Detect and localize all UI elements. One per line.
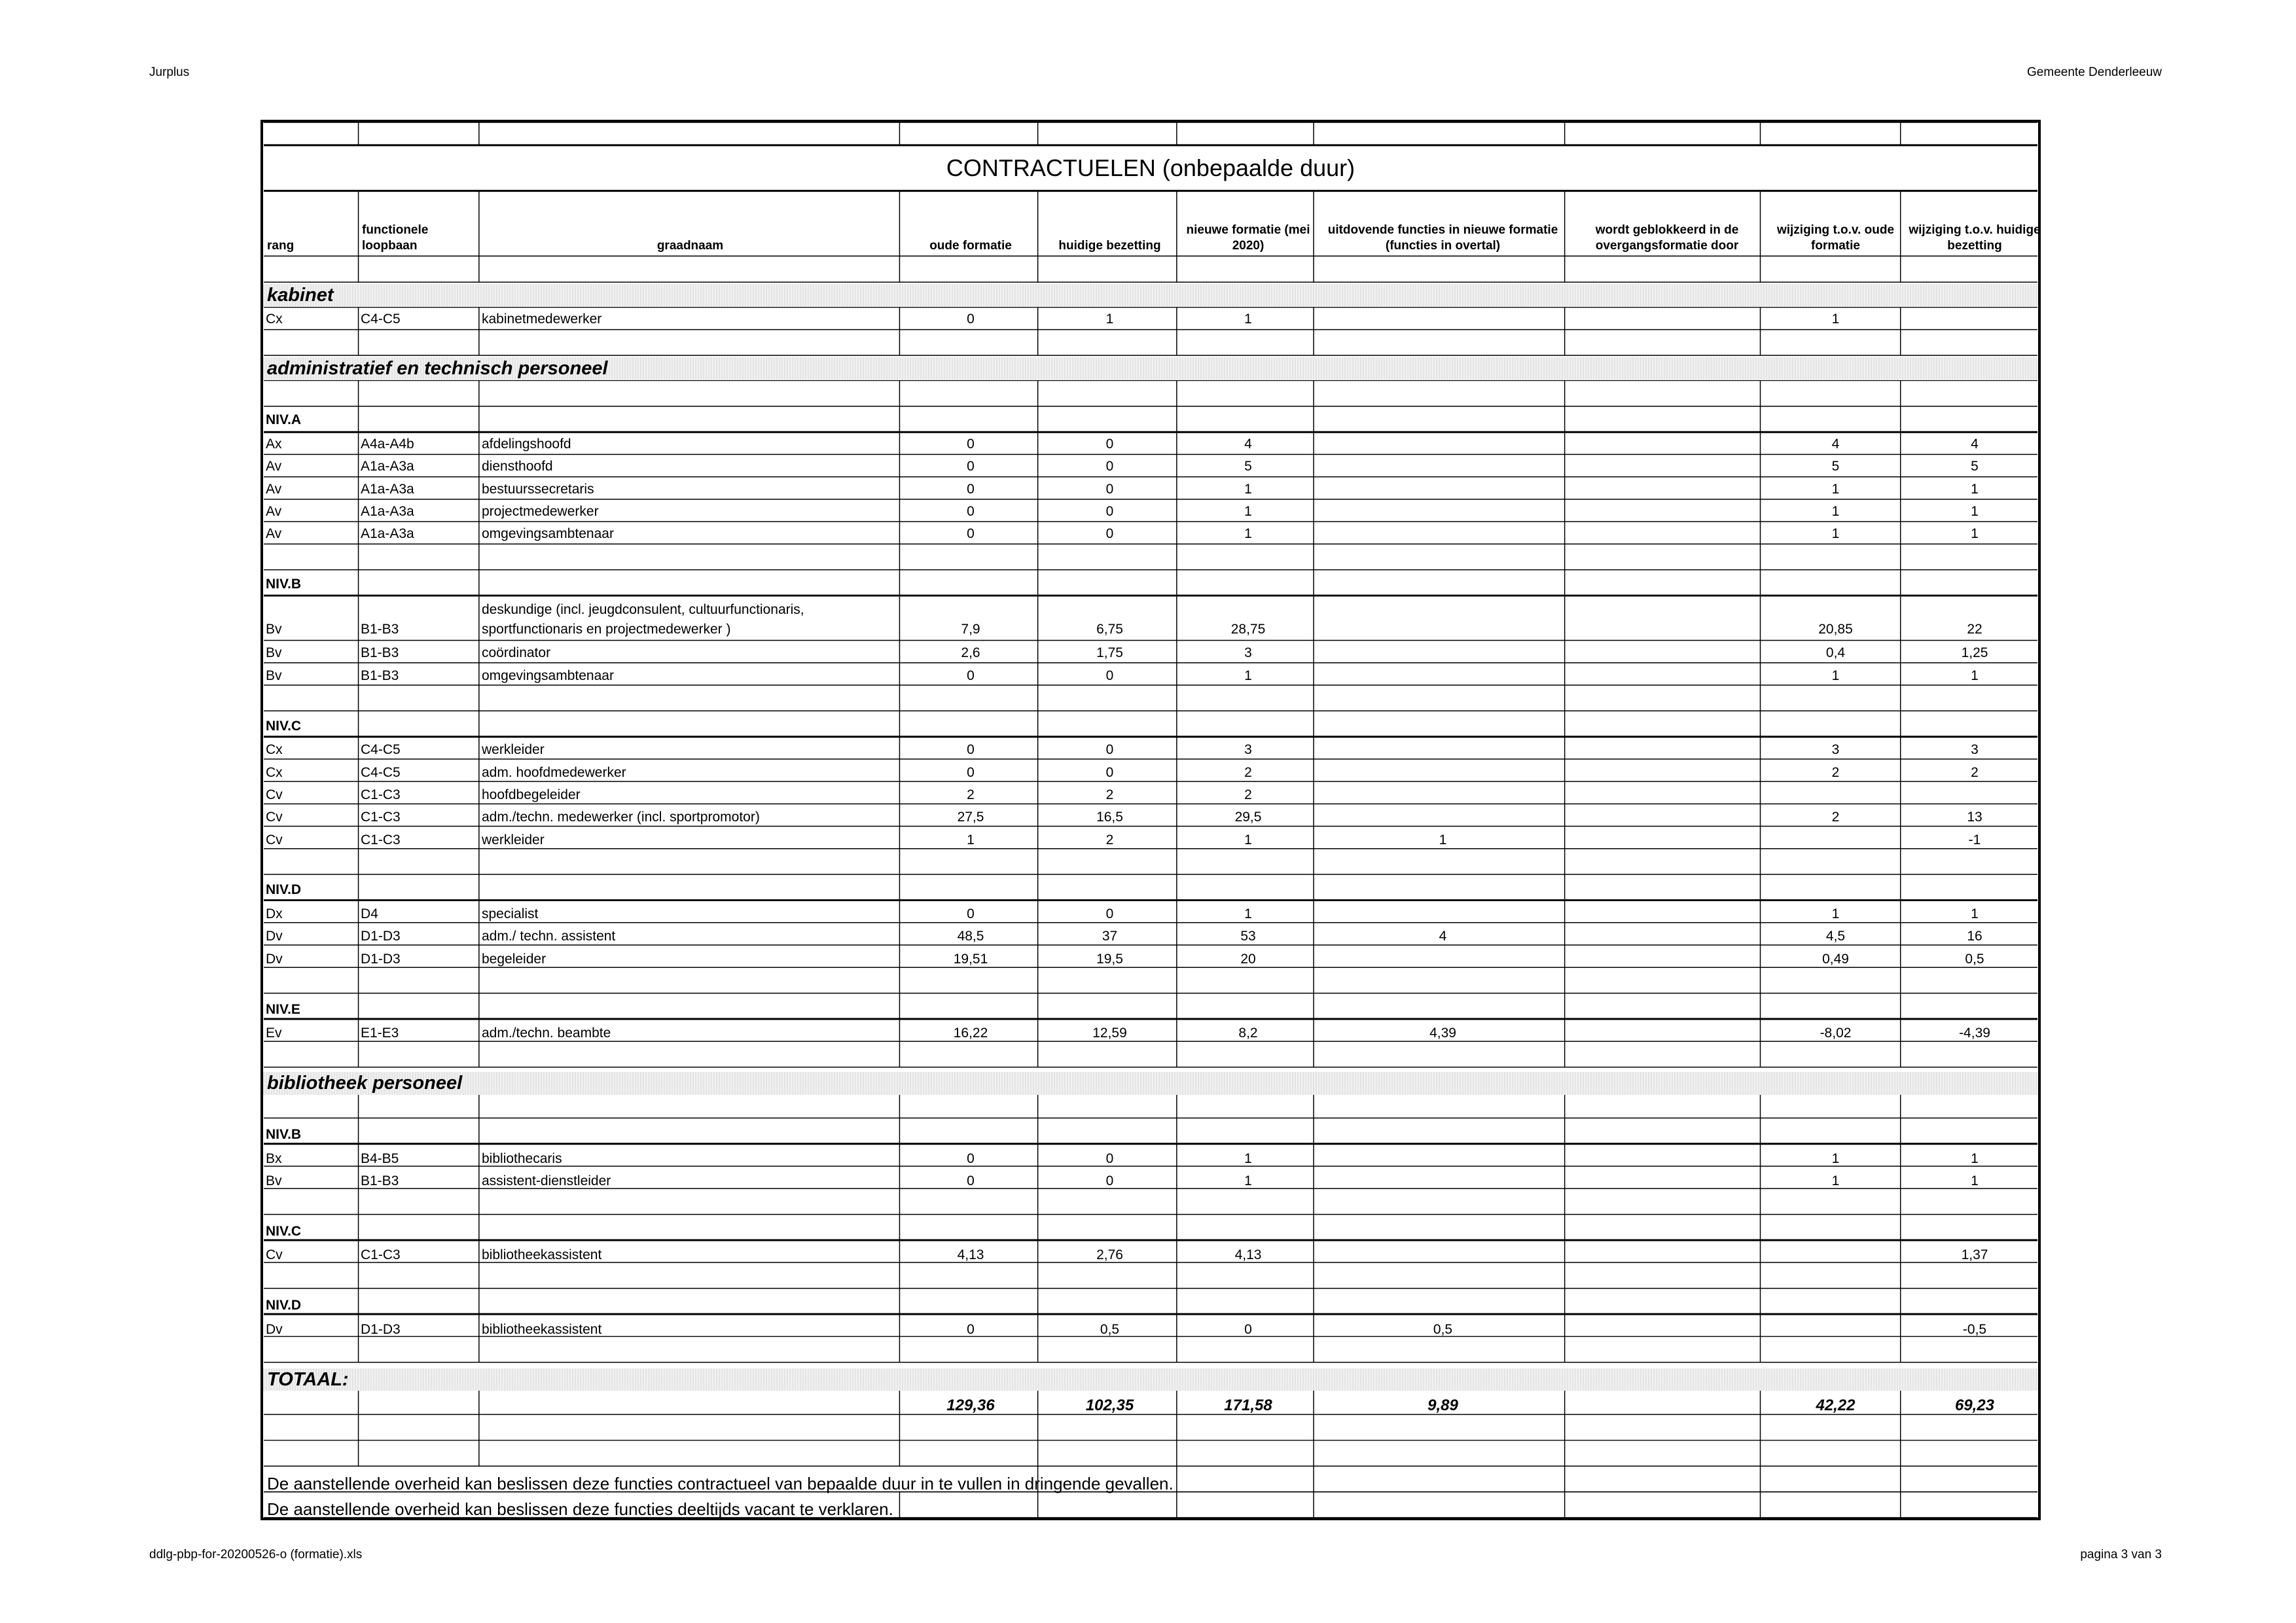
cell-0: Ev xyxy=(266,1026,282,1041)
cell-1: B4-B5 xyxy=(361,1150,399,1166)
cell-3: 0 xyxy=(967,311,975,327)
cell-0: Cx xyxy=(266,311,283,327)
cell-5: 28,75 xyxy=(1230,622,1266,637)
cell-0: Ax xyxy=(266,436,282,452)
cell-9: 1 xyxy=(1971,504,1979,519)
cell-5: 1 xyxy=(1244,668,1252,683)
cell-2: omgevingsambtenaar xyxy=(482,526,614,542)
cell-5: 20 xyxy=(1240,951,1256,967)
level-label: NIV.A xyxy=(266,412,302,428)
cell-4: 6,75 xyxy=(1096,622,1123,637)
level-label: NIV.B xyxy=(266,577,302,592)
level-label: NIV.D xyxy=(266,1298,302,1313)
column-header-6: uitdovende functies in nieuwe formatie (functies in overtal) xyxy=(1327,223,1558,253)
footnote: De aanstellende overheid kan beslissen deze functies deeltijds vacant te verklaren. xyxy=(267,1499,893,1520)
cell-4: 0 xyxy=(1105,1173,1114,1188)
cell-2: bibliotheekassistent xyxy=(482,1247,602,1263)
cell-9: 1 xyxy=(1971,481,1979,497)
cell-0: Av xyxy=(266,481,282,497)
cell-5: 1 xyxy=(1244,906,1252,922)
table-title: CONTRACTUELEN (onbepaalde duur) xyxy=(946,154,1355,181)
level-label: NIV.E xyxy=(266,1001,300,1017)
cell-8: 4 xyxy=(1831,436,1840,452)
section-band xyxy=(263,1368,2038,1391)
cell-4: 12,59 xyxy=(1092,1026,1127,1041)
cell-1: C1-C3 xyxy=(361,787,401,802)
column-header-5: nieuwe formatie (mei 2020) xyxy=(1186,223,1310,253)
section-title: TOTAAL: xyxy=(267,1368,349,1390)
cell-3: 16,22 xyxy=(953,1026,988,1041)
page-header-right: Gemeente Denderleeuw xyxy=(2027,65,2162,79)
level-label: NIV.C xyxy=(266,1223,302,1239)
cell-0: Cv xyxy=(266,787,283,802)
cell-2: coördinator xyxy=(482,645,551,661)
cell-9: 3 xyxy=(1971,742,1979,758)
cell-8: 1 xyxy=(1831,668,1840,683)
cell-3: 0 xyxy=(967,764,975,780)
cell-5: 1 xyxy=(1244,1150,1252,1166)
cell-5: 29,5 xyxy=(1234,810,1262,825)
cell-1: D4 xyxy=(361,906,378,922)
cell-8: 0,49 xyxy=(1822,951,1849,967)
cell-0: Cv xyxy=(266,810,283,825)
cell-5: 1 xyxy=(1244,526,1252,542)
cell-3: 1 xyxy=(967,832,975,847)
cell-9: 1 xyxy=(1971,668,1979,683)
cell-0: Bv xyxy=(266,622,282,637)
cell-9: 1 xyxy=(1971,1173,1979,1188)
cell-9: 1 xyxy=(1971,906,1979,922)
cell-3: 0 xyxy=(967,906,975,922)
cell-4: 0 xyxy=(1105,526,1114,542)
cell-9: 0,5 xyxy=(1965,951,1984,967)
cell-9: -0,5 xyxy=(1962,1321,1987,1337)
cell-4: 0,5 xyxy=(1100,1321,1120,1337)
cell-8: 4,5 xyxy=(1825,929,1846,944)
cell-9: 4 xyxy=(1971,436,1979,452)
cell-0: Cx xyxy=(266,764,283,780)
cell-5: 2 xyxy=(1244,787,1252,802)
cell-1: A1a-A3a xyxy=(361,526,414,542)
cell-6: 1 xyxy=(1439,832,1447,847)
cell-2: adm./techn. beambte xyxy=(482,1026,611,1041)
cell-8: 0,4 xyxy=(1825,645,1846,661)
cell-4: 102,35 xyxy=(1085,1397,1134,1415)
cell-1: B1-B3 xyxy=(361,1173,399,1188)
cell-9: 13 xyxy=(1967,810,1982,825)
footnote: De aanstellende overheid kan beslissen deze functies contractueel van bepaalde duur in te vullen in dringende gevallen. xyxy=(267,1473,1174,1493)
cell-8: 2 xyxy=(1831,764,1840,780)
column-header-9: wijziging t.o.v. huidige bezetting xyxy=(1909,223,2041,253)
cell-4: 0 xyxy=(1105,668,1114,683)
cell-1: E1-E3 xyxy=(361,1026,399,1041)
cell-0: Cv xyxy=(266,832,283,847)
section-band xyxy=(263,284,2038,307)
cell-5: 0 xyxy=(1244,1321,1252,1337)
cell-5: 8,2 xyxy=(1238,1026,1258,1041)
cell-2: kabinetmedewerker xyxy=(482,311,602,327)
cell-1: C4-C5 xyxy=(361,764,401,780)
cell-2: werkleider xyxy=(482,742,545,758)
cell-3: 129,36 xyxy=(946,1397,995,1415)
cell-5: 5 xyxy=(1244,459,1252,474)
cell-0: Av xyxy=(266,504,282,519)
section-title: kabinet xyxy=(267,285,334,306)
cell-1: A4a-A4b xyxy=(361,436,414,452)
cell-1: B1-B3 xyxy=(361,645,399,661)
cell-8: 1 xyxy=(1831,526,1840,542)
cell-2: hoofdbegeleider xyxy=(482,787,581,802)
cell-8: 1 xyxy=(1831,1173,1840,1188)
cell-5: 4,13 xyxy=(1234,1247,1262,1263)
cell-9: 1 xyxy=(1971,1150,1979,1166)
cell-2: specialist xyxy=(482,906,539,922)
cell-8: -8,02 xyxy=(1820,1026,1852,1041)
cell-2: adm. hoofdmedewerker xyxy=(482,764,626,780)
cell-2: begeleider xyxy=(482,951,547,967)
cell-8: 3 xyxy=(1831,742,1840,758)
level-label: NIV.C xyxy=(266,718,302,734)
cell-3: 7,9 xyxy=(961,622,980,637)
cell-4: 2 xyxy=(1105,787,1114,802)
cell-0: Bv xyxy=(266,668,282,683)
cell-4: 37 xyxy=(1102,929,1118,944)
cell-1: C1-C3 xyxy=(361,810,401,825)
cell-8: 5 xyxy=(1831,459,1840,474)
cell-3: 0 xyxy=(967,481,975,497)
cell-3: 0 xyxy=(967,1173,975,1188)
column-header-1: functionele loopbaan xyxy=(362,223,429,253)
cell-2: projectmedewerker xyxy=(482,504,599,519)
cell-2: diensthoofd xyxy=(482,459,553,474)
cell-4: 0 xyxy=(1105,906,1114,922)
column-header-2: graadnaam xyxy=(656,239,724,253)
cell-1: A1a-A3a xyxy=(361,481,414,497)
cell-9: 5 xyxy=(1971,459,1979,474)
cell-0: Cx xyxy=(266,742,283,758)
cell-5: 3 xyxy=(1244,645,1252,661)
cell-1: B1-B3 xyxy=(361,622,399,637)
page-footer-right: pagina 3 van 3 xyxy=(2080,1548,2162,1561)
cell-3: 0 xyxy=(967,526,975,542)
cell-4: 0 xyxy=(1105,1150,1114,1166)
cell-3: 0 xyxy=(967,1321,975,1337)
cell-9: 22 xyxy=(1967,622,1982,637)
cell-2: afdelingshoofd xyxy=(482,436,571,452)
cell-3: 0 xyxy=(967,742,975,758)
cell-5: 3 xyxy=(1244,742,1252,758)
cell-3: 0 xyxy=(967,436,975,452)
cell-1: A1a-A3a xyxy=(361,504,414,519)
cell-1: C4-C5 xyxy=(361,311,401,327)
cell-0: Bx xyxy=(266,1150,282,1166)
cell-3: 2 xyxy=(967,787,975,802)
cell-6: 9,89 xyxy=(1427,1397,1458,1415)
cell-9: 16 xyxy=(1967,929,1982,944)
cell-1: C1-C3 xyxy=(361,1247,401,1263)
section-title: administratief en technisch personeel xyxy=(267,358,608,380)
level-label: NIV.B xyxy=(266,1127,302,1143)
cell-0: Av xyxy=(266,459,282,474)
level-label: NIV.D xyxy=(266,882,302,898)
cell-9: 1,25 xyxy=(1961,645,1988,661)
cell-9: -4,39 xyxy=(1959,1026,1990,1041)
cell-1: D1-D3 xyxy=(361,951,401,967)
cell-0: Bv xyxy=(266,645,282,661)
cell-graadnaam: deskundige (incl. jeugdconsulent, cultuurfunctionaris, xyxy=(482,601,804,617)
cell-3: 27,5 xyxy=(957,810,984,825)
cell-5: 171,58 xyxy=(1224,1397,1272,1415)
formatie-table xyxy=(260,120,2041,1520)
cell-3: 0 xyxy=(967,668,975,683)
cell-2: bestuurssecretaris xyxy=(482,481,594,497)
section-title: bibliotheek personeel xyxy=(267,1073,463,1094)
cell-3: 0 xyxy=(967,504,975,519)
cell-1: D1-D3 xyxy=(361,1321,401,1337)
cell-graadnaam-line2: sportfunctionaris en projectmedewerker ) xyxy=(482,622,731,637)
cell-1: B1-B3 xyxy=(361,668,399,683)
cell-8: 2 xyxy=(1831,810,1840,825)
cell-3: 19,51 xyxy=(953,951,988,967)
cell-4: 0 xyxy=(1105,742,1114,758)
cell-5: 1 xyxy=(1244,1173,1252,1188)
cell-4: 1 xyxy=(1105,311,1114,327)
cell-4: 1,75 xyxy=(1096,645,1123,661)
column-header-4: huidige bezetting xyxy=(1058,239,1161,253)
cell-3: 48,5 xyxy=(957,929,984,944)
cell-0: Dv xyxy=(266,1321,283,1337)
cell-5: 1 xyxy=(1244,504,1252,519)
cell-4: 2 xyxy=(1105,832,1114,847)
cell-6: 4 xyxy=(1439,929,1447,944)
column-header-8: wijziging t.o.v. oude formatie xyxy=(1776,223,1895,253)
cell-8: 1 xyxy=(1831,906,1840,922)
cell-1: C1-C3 xyxy=(361,832,401,847)
cell-0: Av xyxy=(266,526,282,542)
cell-4: 0 xyxy=(1105,504,1114,519)
cell-2: bibliothecaris xyxy=(482,1150,562,1166)
cell-8: 1 xyxy=(1831,504,1840,519)
cell-2: bibliotheekassistent xyxy=(482,1321,602,1337)
cell-6: 4,39 xyxy=(1429,1026,1456,1041)
table-cells xyxy=(263,122,2041,1520)
cell-5: 2 xyxy=(1244,764,1252,780)
cell-1: A1a-A3a xyxy=(361,459,414,474)
cell-2: omgevingsambtenaar xyxy=(482,668,614,683)
cell-8: 42,22 xyxy=(1816,1397,1856,1415)
cell-6: 0,5 xyxy=(1433,1321,1453,1337)
column-header-0: rang xyxy=(267,239,295,253)
cell-8: 1 xyxy=(1831,481,1840,497)
section-band xyxy=(263,1072,2038,1095)
page-footer-left: ddlg-pbp-for-20200526-o (formatie).xls xyxy=(149,1548,363,1561)
cell-5: 4 xyxy=(1244,436,1252,452)
cell-4: 0 xyxy=(1105,436,1114,452)
cell-8: 1 xyxy=(1831,311,1840,327)
cell-8: 20,85 xyxy=(1818,622,1853,637)
cell-9: 1,37 xyxy=(1961,1247,1988,1263)
column-header-7: wordt geblokkeerd in de overgangsformatie door xyxy=(1595,223,1739,253)
cell-3: 0 xyxy=(967,459,975,474)
cell-2: adm./techn. medewerker (incl. sportpromotor) xyxy=(482,810,760,825)
cell-0: Dx xyxy=(266,906,283,922)
cell-4: 0 xyxy=(1105,459,1114,474)
cell-0: Bv xyxy=(266,1173,282,1188)
cell-4: 2,76 xyxy=(1096,1247,1123,1263)
cell-2: werkleider xyxy=(482,832,545,847)
cell-9: 2 xyxy=(1971,764,1979,780)
cell-4: 0 xyxy=(1105,764,1114,780)
cell-4: 19,5 xyxy=(1096,951,1123,967)
cell-9: 1 xyxy=(1971,526,1979,542)
cell-1: C4-C5 xyxy=(361,742,401,758)
cell-0: Dv xyxy=(266,929,283,944)
cell-3: 2,6 xyxy=(961,645,980,661)
cell-5: 1 xyxy=(1244,832,1252,847)
cell-5: 53 xyxy=(1240,929,1256,944)
cell-2: adm./ techn. assistent xyxy=(482,929,616,944)
cell-9: -1 xyxy=(1968,832,1981,847)
cell-4: 16,5 xyxy=(1096,810,1123,825)
cell-9: 69,23 xyxy=(1954,1397,1995,1415)
cell-3: 0 xyxy=(967,1150,975,1166)
cell-4: 0 xyxy=(1105,481,1114,497)
cell-0: Dv xyxy=(266,951,283,967)
cell-2: assistent-dienstleider xyxy=(482,1173,611,1188)
page-header-left: Jurplus xyxy=(149,65,190,79)
cell-8: 1 xyxy=(1831,1150,1840,1166)
cell-0: Cv xyxy=(266,1247,283,1263)
cell-5: 1 xyxy=(1244,311,1252,327)
cell-1: D1-D3 xyxy=(361,929,401,944)
cell-5: 1 xyxy=(1244,481,1252,497)
column-header-3: oude formatie xyxy=(929,239,1012,253)
cell-3: 4,13 xyxy=(957,1247,984,1263)
